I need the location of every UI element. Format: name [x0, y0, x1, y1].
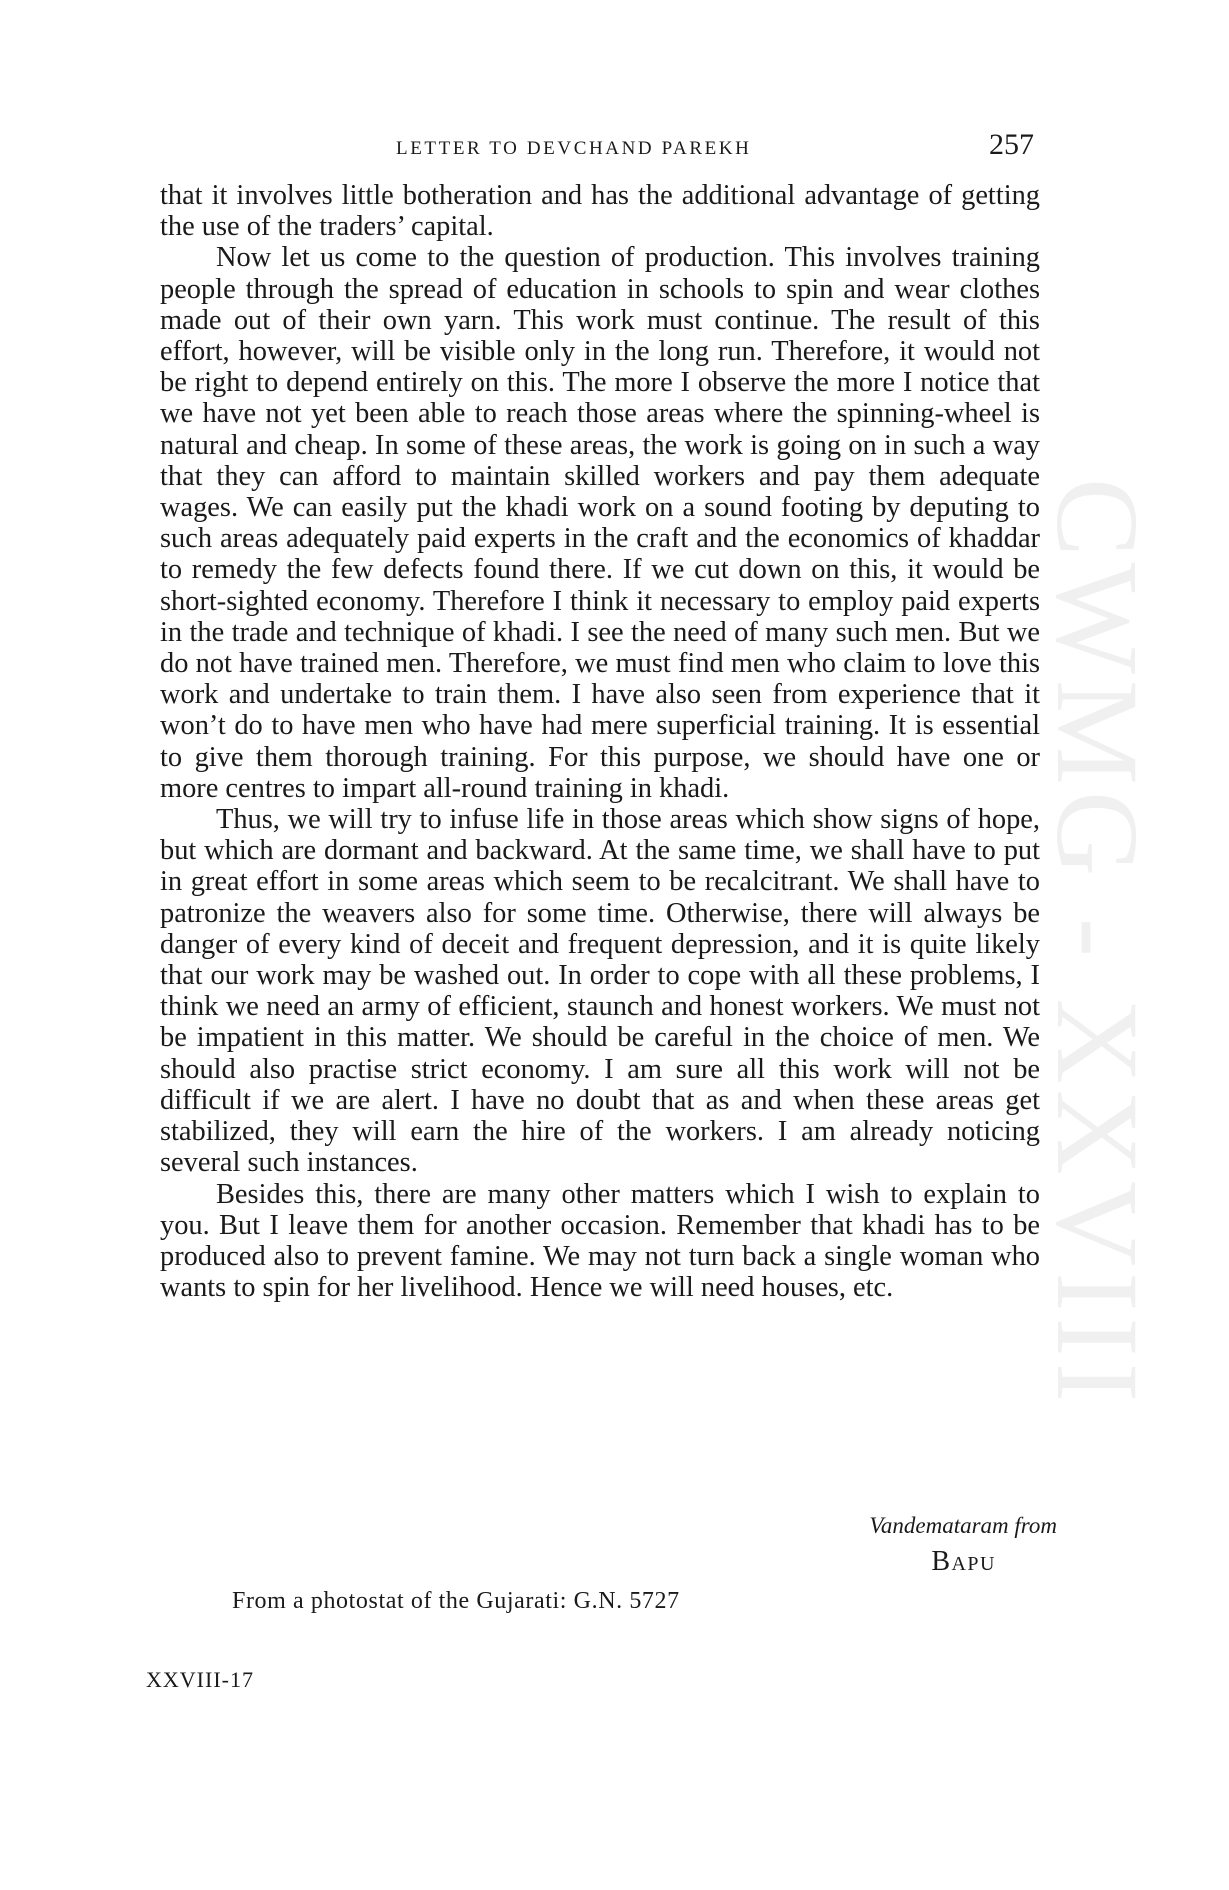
- paragraph-3: Thus, we will try to infuse life in those areas which show signs of hope, but which are dormant and backward. At the same time, we shall have to put in great effort in some areas which seem to be recalcitrant. We shall have to patronize the weavers also for some time. Otherwise, there will always be danger of every kind of deceit and frequent depression, and it is quite likely that our work may be washed out. In order to cope with all these problems, I think we need an army of efficient, staunch and honest workers. We must not be impatient in this matter. We should be careful in the choice of men. We should also practise strict economy. I am sure all this work will not be difficult if we are alert. I have no doubt that as and when these areas get stabilized, they will earn the hire of the workers. I am already noticing several such instances.: [160, 804, 1040, 1179]
- letter-body: [160, 180, 1040, 1303]
- running-title: LETTER TO DEVCHAND PAREKH: [396, 138, 752, 159]
- watermark-text: CWMG - XXVIII: [1032, 477, 1164, 1409]
- closing-salutation: Vandemataram from: [869, 1513, 1057, 1538]
- paragraph-1: that it involves little botheration and has the additional advantage of getting the use of the traders’ capital.: [160, 180, 1040, 243]
- closing-signature: Bapu: [931, 1546, 996, 1577]
- watermark: [1032, 398, 1164, 1488]
- signature-mark: XXVIII-17: [146, 1667, 254, 1692]
- paragraph-4: Besides this, there are many other matters which I wish to explain to you. But I leave them for another occasion. Remember that khadi has to be produced also to prevent famine. We may not turn back a single woman who wants to spin for her livelihood. Hence we will need houses, etc.: [160, 1178, 1040, 1304]
- paragraph-2: Now let us come to the question of production. This involves training people through the spread of education in schools to spin and wear clothes made out of their own yarn. This work must continue. The result of this effort, however, will be visible only in the long run. Therefore, it would not be right to depend entirely on this. The more I observe the more I notice that we have not yet been able to reach those areas where the spinning-wheel is natural and cheap. In some of these areas, the work is going on in such a way that they can afford to maintain skilled workers and pay them adequate wages. We can easily put the khadi work on a sound footing by deputing to such areas adequately paid experts in the craft and the economics of khaddar to remedy the few defects found there. If we cut down on this, it would be short-sighted economy. Therefore I think it necessary to employ paid experts in the trade and technique of khadi. I see the need of many such men. But we do not have trained men. Therefore, we must find men who claim to love this work and undertake to train them. I have also seen from experience that it won’t do to have men who have had mere superficial training. It is essential to give them thorough training. For this purpose, we should have one or more centres to impart all-round training in khadi.: [160, 242, 1040, 804]
- source-note: From a photostat of the Gujarati: G.N. 5727: [232, 1588, 680, 1614]
- page-number: 257: [989, 128, 1034, 161]
- running-head: [160, 128, 1040, 168]
